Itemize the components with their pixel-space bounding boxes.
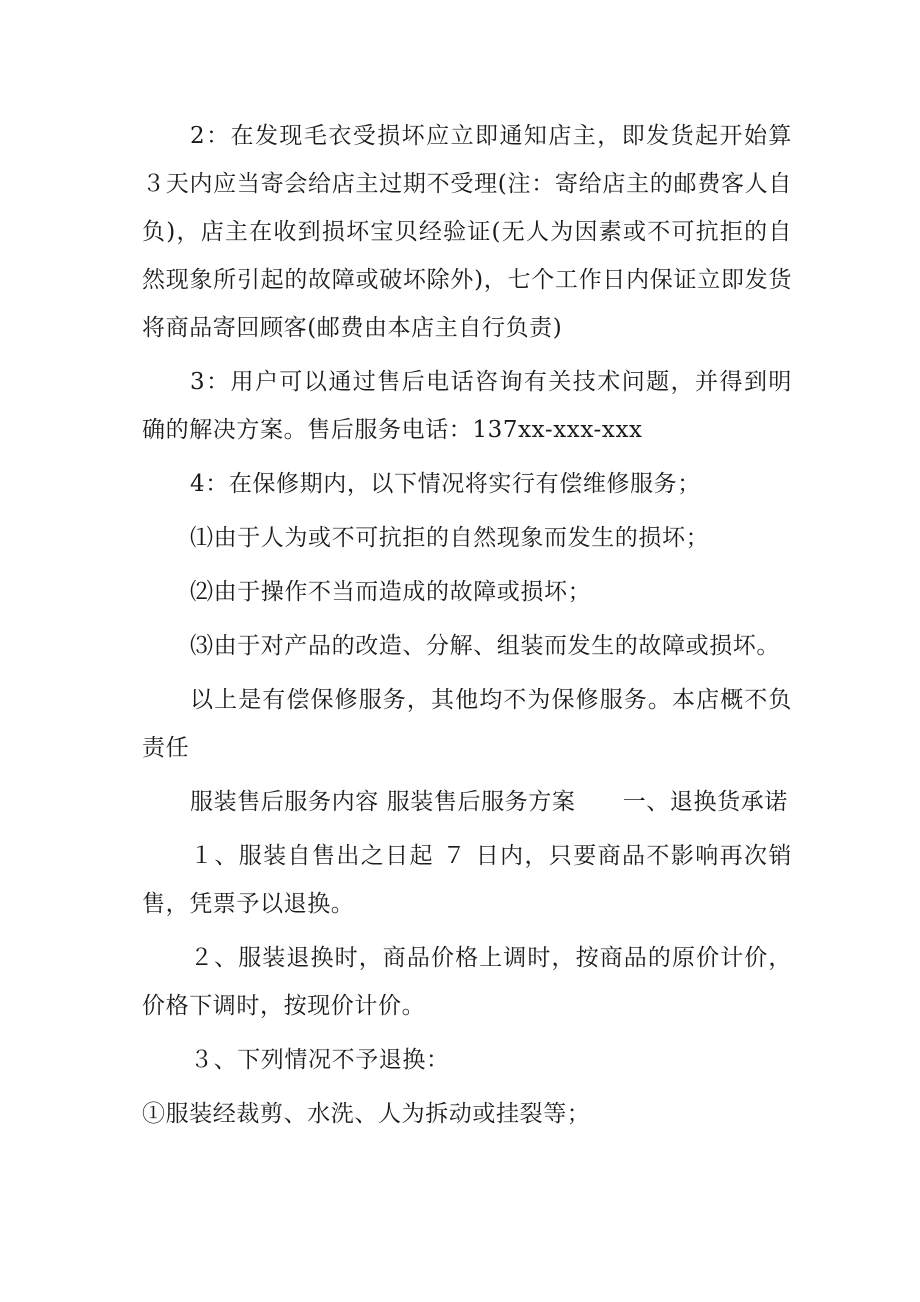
document-body [142,112,792,1138]
paragraph-damage-notice: 2：在发现毛衣受损坏应立即通知店主，即发货起开始算３天内应当寄会给店主过期不受理(注：寄给店主的邮费客人自负)，店主在收到损坏宝贝经验证(无人为因素或不可抗拒的自然现象所引起的故障或破坏除外)，七个工作日内保证立即发货将商品寄回顾客(邮费由本店主自行负责) [142,123,792,341]
paragraph-paid-repair-item-1: ⑴由于人为或不可抗拒的自然现象而发生的损坏； [190,525,710,551]
paragraph-paid-repair-intro: 4：在保修期内，以下情况将实行有偿维修服务； [190,471,701,497]
paragraph-return-exclusion-1: ①服装经裁剪、水洗、人为拆动或挂裂等； [142,1101,591,1127]
paragraph-paid-repair-item-3: ⑶由于对产品的改造、分解、组装而发生的故障或损坏。 [190,633,780,659]
paragraph-disclaimer: 以上是有偿保修服务，其他均不为保修服务。本店概不负责任 [142,687,792,761]
paragraph-return-rule-3: ３、下列情况不予退换： [190,1047,450,1073]
paragraph-return-rule-1: １、服装自售出之日起 ７ 日内，只要商品不影响再次销售，凭票予以退换。 [142,843,792,917]
paragraph-paid-repair-item-2: ⑵由于操作不当而造成的故障或损坏； [190,579,592,605]
paragraph-section-heading: 服装售后服务内容 服装售后服务方案 一、退换货承诺 [190,789,788,815]
paragraph-hotline: 3：用户可以通过售后电话咨询有关技术问题，并得到明确的解决方案。售后服务电话：137xx-xxx-xxx [142,369,792,443]
paragraph-return-rule-2: ２、服装退换时，商品价格上调时，按商品的原价计价，价格下调时，按现价计价。 [142,945,792,1019]
